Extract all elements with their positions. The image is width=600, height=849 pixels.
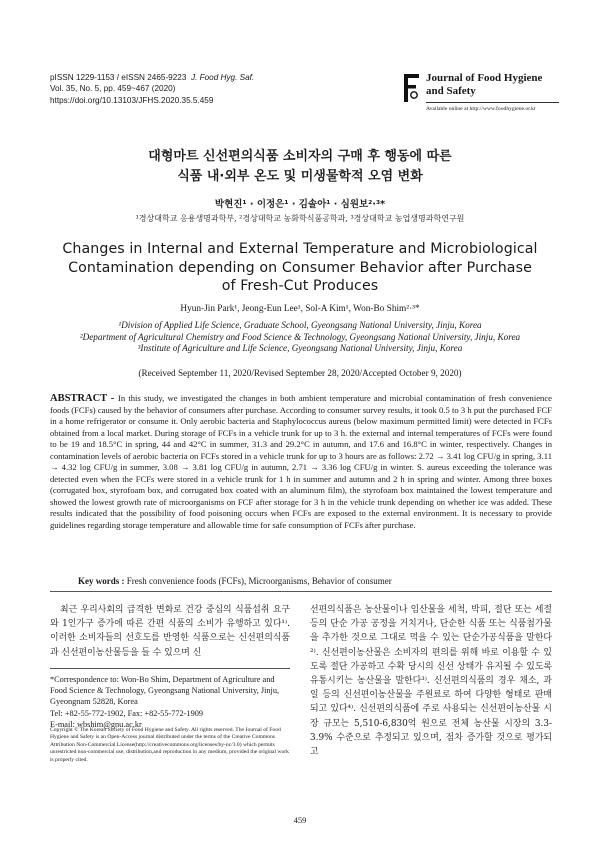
english-affiliations: ¹Division of Applied Life Science, Graduate School, Gyeongsang National University, Jinju, Korea ²Department of Agricultural Chemistry and Food Science & Technology, Gyeongsang National University, Jinju, Korea ³Institute of Agriculture and Life Science, Gyeongsang National University, Jinju, Korea <box>79 320 521 354</box>
korean-authors: 박현진¹ · 이정은¹ · 김솔아¹ · 심원보²·³* <box>214 199 386 210</box>
journal-abbrev: J. Food Hyg. Saf. <box>190 73 255 82</box>
english-authors: Hyun-Jin Park¹, Jeong-Eun Lee¹, Sol-A Kim¹, Won-Bo Shim²·³* <box>180 304 420 314</box>
received-dates: (Received September 11, 2020/Revised September 28, 2020/Accepted October 9, 2020) <box>138 368 462 378</box>
journal-header-info <box>50 72 254 106</box>
keywords-text: Fresh convenience foods (FCFs), Microorganisms, Behavior of consumer <box>126 576 392 586</box>
page-number: 459 <box>293 815 307 825</box>
abstract <box>50 393 552 532</box>
journal-url[interactable]: Available online at http://www.foodhygiene.or.kr <box>426 106 536 112</box>
email[interactable]: E-mail: wbshim@gnu.ac.kr <box>50 719 142 729</box>
abstract-text: In this study, we investigated the changes in both ambient temperature and microbial contamination of fresh convenience foods (FCFs) caused by the behavior of consumers after purchase. According to consumer survey results, it took 0.5 to 3 h put the purchased FCF in a home refrigerator or consume it. Only aerobic bacteria and Staphylococcus aureus (below maximum permitted limit) were detected in FCFs obtained from a local market. During storage of FCFs in a vehicle trunk for up to 3 h. the external and internal temperatures of FCFs were found to be 19 and 18.5°C in spring, 44 and 42°C in summer, 31.3 and 29.2°C in autumn, and 17.6 and 16.8°C in winter, respectively. Changes in contamination levels of aerobic bacteria on FCFs stored in a vehicle trunk for up to 3 hours are as follows: 2.72 → 3.41 log CFU/g in spring, 3.11 → 4.32 log CFU/g in summer, 3.08 → 3.81 log CFU/g in autumn, 2.71 → 3.36 log CFU/g in winter. S. aureus exceeding the tolerance was detected even when the FCFs were stored in a vehicle trunk for 1 h in summer and autumn and 2 h in spring and winter. Among three boxes (corrugated box, styrofoam box, and corrugated box coated with an aluminum film), the styrofoam box maintained the lowest temperature and showed the lowest growth rate of microorganisms on FCF after storage for 3 h in the vehicle trunk depending on whether ice was added. These results indicated that the possibility of food poisoning occurs when FCFs are exposed to the external environment. It is necessary to provide guidelines regarding storage temperature and allowable time for safe consumption of FCFs after purchase. <box>50 393 552 531</box>
doi-link[interactable]: https://doi.org/10.13103/JFHS.2020.35.5.459 <box>50 95 214 105</box>
correspondence: *Correspondence to: Won-Bo Shim, Department of Agriculture and Food Science & Technology, Gyeongsang National University, Jinju, Gyeongnam 52828, Korea Tel: +82-55-772-1902, Fax: +82-55-772-1909 E-mail: wbshim@gnu.ac.kr <box>50 674 290 730</box>
journal-logo <box>404 72 559 116</box>
body-column-right: 선편의식품은 농산물이나 임산물을 세척, 박피, 절단 또는 세절 등의 단순 가공 공정을 거치거나, 단순한 식품 또는 식품첨가물을 추가한 것으로 그대로 먹을 수 있는 단순가공식품을 말한다²⁾. 신선편이농산물은 소비자의 편의를 위해 바로 이용할 수 있도록 절단 가공하고 수확 당시의 신선 상태가 유지될 수 있도록 유통시키는 농산물을 말한다³⁾. 신선편의식품의 경우 채소, 과일 등의 신선편이농산물을 주원료로 하여 다양한 형태로 판매되고 있다⁴⁾. 신선편의식품에 주로 사용되는 신선편이농산물 시장 규모는 5,510-6,830억 원으로 전체 농산물 시장의 3.3-3.9% 수준으로 추정되고 있으며, 점차 증가할 것으로 평가되고 <box>310 605 552 758</box>
footnote-divider <box>50 668 290 669</box>
korean-affiliations: ¹경상대학교 응용생명과학부, ²경상대학교 농화학식품공학과, ³경상대학교 농업생명과학연구원 <box>135 214 465 223</box>
section-divider <box>50 591 552 592</box>
korean-title: 대형마트 신선편의식품 소비자의 구매 후 행동에 따른 식품 내·외부 온도 및 미생물학적 오염 변화 <box>148 149 452 184</box>
copyright-notice: Copyright © The Korean Society of Food Hygiene and Safety. All rights reserved. The Journal of Food Hygiene and Safety is an Open-Access journal distributed under the terms of the Creative Commons Attribution Non-Commercial License(http://creativecommons.org/licenses/by-nc/3.0) which permits unrestricted non-commercial use, distribution,and reproduction in any medium, provided the original work is properly cited. <box>50 727 289 763</box>
volume-info: Vol. 35, No. 5, pp. 459~467 (2020) <box>50 84 176 94</box>
issn: pISSN 1229-1153 / eISSN 2465-9223 <box>50 73 187 82</box>
keywords <box>78 576 392 586</box>
abstract-label: ABSTRACT - <box>50 393 118 404</box>
journal-name: Journal of Food Hygiene and Safety <box>426 72 543 97</box>
journal-logo-icon <box>404 74 419 102</box>
keywords-label: Key words : <box>78 576 127 586</box>
english-title: Changes in Internal and External Temperature and Microbiological Contamination depending on Consumer Behavior after Purchase of Fresh-Cut Produces <box>62 241 538 294</box>
body-column-left: 최근 우리사회의 급격한 변화로 건강 중심의 식품섭취 요구와 1인가구 증가에 따른 간편 식품의 소비가 유행하고 있다¹⁾. 이러한 소비자들의 선호도를 반영한 식품으로는 신선편의식품과 신선편이농산물등을 들 수 있으며 신 <box>50 605 290 658</box>
